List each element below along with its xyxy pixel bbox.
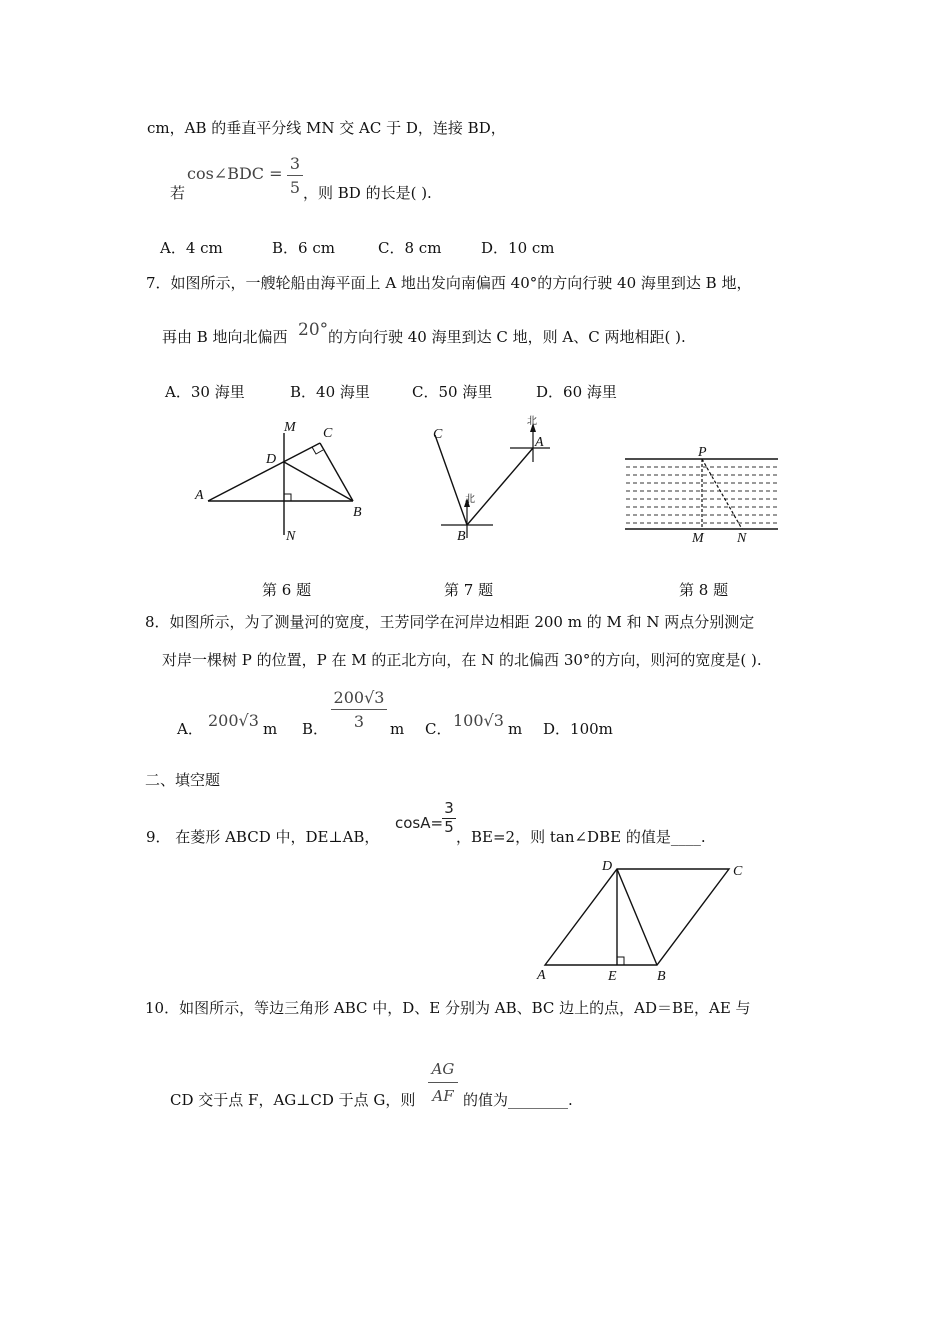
label-d: D xyxy=(602,859,613,874)
q6-ruo: 若 xyxy=(170,184,186,202)
frac-bar xyxy=(428,1082,458,1083)
q7-option-d: D．60 海里 xyxy=(536,383,617,401)
label-a: A xyxy=(195,488,204,503)
q6-cos-expression: cos∠BDC = xyxy=(187,164,283,183)
label-b: B xyxy=(457,529,466,544)
label-c: C xyxy=(733,864,743,879)
q9-frac-num: 3 xyxy=(444,799,454,817)
right-angle-mark-c xyxy=(312,447,323,454)
right-angle-mark-ab xyxy=(284,494,291,501)
label-n: N xyxy=(737,531,747,546)
section-title: 二、填空题 xyxy=(145,771,221,789)
label-c: C xyxy=(433,427,443,442)
q9-post: ，BE=2，则 tan∠DBE 的值是____. xyxy=(456,828,706,846)
q8-option-a-value: 200√3 xyxy=(208,711,259,730)
label-p: P xyxy=(698,445,707,460)
q7-line2-pre: 再由 B 地向北偏西 xyxy=(162,328,288,346)
q6-frac-num: 3 xyxy=(289,154,301,173)
segment-cb xyxy=(435,435,467,525)
q10-frac-den: AF xyxy=(432,1087,454,1105)
q10-fraction xyxy=(428,1060,458,1105)
q8-option-b-label: B． xyxy=(302,720,329,738)
label-m: M xyxy=(692,531,704,546)
q6-option-a: A．4 cm xyxy=(160,239,223,257)
q7-option-c: C．50 海里 xyxy=(412,383,493,401)
q6-line1: cm，AB 的垂直平分线 MN 交 AC 于 D，连接 BD， xyxy=(147,119,506,137)
frac-bar xyxy=(287,175,303,176)
q8-option-b-unit: m xyxy=(390,720,405,738)
label-n: N xyxy=(286,529,296,544)
q6-fraction xyxy=(287,154,303,197)
q6-option-d: D．10 cm xyxy=(481,239,555,257)
q6-frac-den: 5 xyxy=(289,178,301,197)
q6-option-b: B．6 cm xyxy=(272,239,335,257)
label-e: E xyxy=(608,969,617,984)
label-a: A xyxy=(537,968,546,983)
q8-line2: 对岸一棵树 P 的位置，P 在 M 的正北方向，在 N 的北偏西 30°的方向，则河的宽度是( ). xyxy=(162,651,762,669)
q10-line2-pre: CD 交于点 F，AG⊥CD 于点 G，则 xyxy=(170,1091,416,1109)
q8-b-num: 200√3 xyxy=(333,688,385,707)
north-label-a: 北 xyxy=(527,416,537,427)
q6-line2-tail: ，则 BD 的长是( ). xyxy=(303,184,432,202)
right-angle-mark-e xyxy=(617,957,624,965)
q8-option-c-label: C． xyxy=(425,720,452,738)
q8-option-c-unit: m xyxy=(508,720,523,738)
q7-line2-post: 的方向行驶 40 海里到达 C 地，则 A、C 两地相距( ). xyxy=(328,328,686,346)
q9-cos-label: cosA= xyxy=(395,814,444,832)
segment-db xyxy=(617,869,657,965)
q7-option-b: B．40 海里 xyxy=(290,383,370,401)
label-a: A xyxy=(535,435,544,450)
segment-ba xyxy=(467,448,533,525)
q7-option-a: A．30 海里 xyxy=(165,383,245,401)
segment-pn xyxy=(702,459,742,529)
q9-pre: 9． 在菱形 ABCD 中，DE⊥AB， xyxy=(146,828,380,846)
q8-line1: 8．如图所示，为了测量河的宽度，王芳同学在河岸边相距 200 m 的 M 和 N 两点分别测定 xyxy=(145,613,755,631)
q7-angle: 20° xyxy=(298,320,329,340)
q8-b-den: 3 xyxy=(353,712,365,731)
q9-frac-den: 5 xyxy=(444,817,454,836)
segment-ac xyxy=(208,443,320,501)
q8-option-c-value: 100√3 xyxy=(453,711,504,730)
q8-option-a-label: A． xyxy=(177,720,203,738)
q8-option-d: D．100m xyxy=(543,720,613,738)
q10-line1: 10．如图所示，等边三角形 ABC 中，D、E 分别为 AB、BC 边上的点，AD＝BE，AE 与 xyxy=(145,999,751,1017)
q8-option-a-unit: m xyxy=(263,720,278,738)
figure-6-caption: 第 6 题 xyxy=(262,581,312,599)
q9-fraction xyxy=(442,801,456,836)
figure-7 xyxy=(425,410,565,550)
label-m: M xyxy=(284,420,296,435)
figure-8 xyxy=(620,445,790,545)
figure-9 xyxy=(535,855,755,985)
q10-line2-post: 的值为________. xyxy=(463,1091,573,1109)
q8-option-b-fraction xyxy=(331,688,387,731)
label-b: B xyxy=(353,505,362,520)
label-b: B xyxy=(657,969,666,984)
label-c: C xyxy=(323,426,333,441)
label-d: D xyxy=(266,452,277,467)
figure-6 xyxy=(190,415,370,545)
q7-line1: 7．如图所示，一艘轮船由海平面上 A 地出发向南偏西 40°的方向行驶 40 海里到达 B 地， xyxy=(146,274,752,292)
q6-option-c: C．8 cm xyxy=(378,239,442,257)
q10-frac-num: AG xyxy=(431,1060,455,1078)
figure-7-caption: 第 7 题 xyxy=(444,581,494,599)
frac-bar xyxy=(331,709,387,710)
figure-8-caption: 第 8 题 xyxy=(679,581,729,599)
north-label-b: 北 xyxy=(465,494,475,505)
